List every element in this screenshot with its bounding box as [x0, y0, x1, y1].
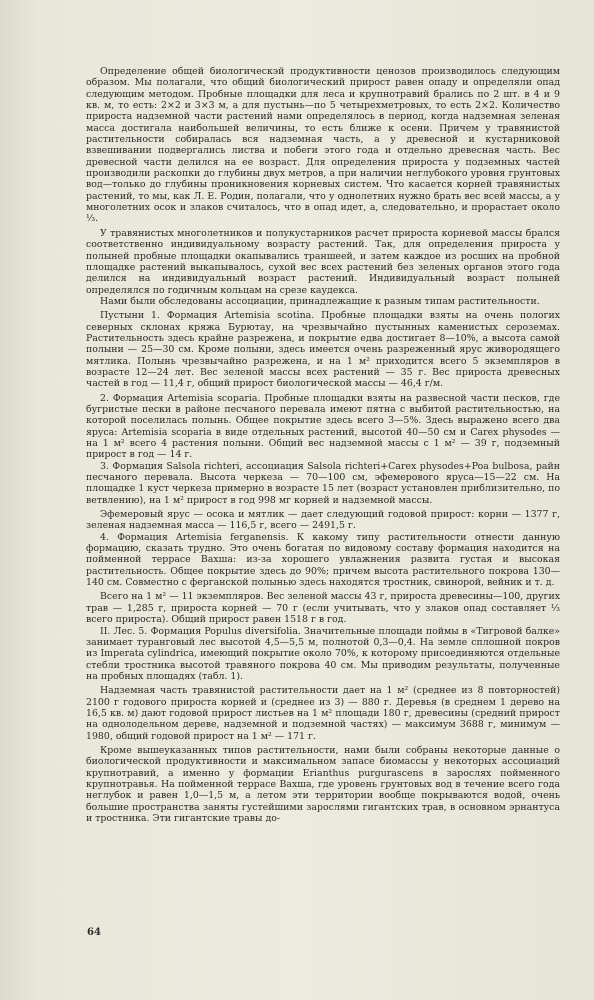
paragraph-methods: Определение общей биологическэй продуктивности ценозов производилось следующим образом. Мы полагали, что общий биологический прирост равен опаду и определяли опад следующим методом. Пробные площадки для леса и крупнотравий брались по 2 шт. в 4 и 9 кв. м, то есть: 2×2 и 3×3 м, а для пустынь—по 5 четырехметровых, то есть 2×2. Количество прироста надземной части растений нами определялось в период, когда надземная зеленая масса достигала наибольшей величины, то есть ближе к осени. Причем у травянистой растительности собиралась вся надземная часть, а у древесной и кустарниковой взвешивании подвергались листва и побеги этого года и отдельно древесная часть. Вес древесной части делился на ее возраст. Для определения прироста у подземных частей производили раскопки до глубины двух метров, а при наличии неглубокого уровня грунтовых вод—только до глубины проникновения корневых систем. Что касается корней травянистых растений, то мы, как Л. Е. Родин, полагали, что у однолетних нужно брать вес всей массы, а у многолетних осок и злаков считалось, что в опад идет, а, следовательно, и прорастает около ⅓.	[86, 66, 560, 225]
paragraph-root-growth: У травянистых многолетников и полукустарников расчет прироста корневой массы брался соответственно индивидуальному возрасту растений. Так, для определения прироста у полыней пробные площадки окапывались траншеей, и затем каждое из росших на пробной площадке растений выкапывалось, сухой вес всех растений без зеленых органов этого года делился на индивидуальный возраст растений. Индивидуальный возраст полыней определялся по годичным кольцам на срезе каудекса.	[86, 227, 560, 296]
paragraph-formation-4-totals: Всего на 1 м² — 11 экземпляров. Вес зеленой массы 43 г, прироста древесины—100, других трав — 1,285 г, прироста корней — 70 г (если учитывать, что у злаков опад составляет ⅓ всего прироста). Общий прирост равен 1518 г в год.	[86, 591, 560, 626]
paragraph-forest-formation-5: II. Лес. 5. Формация Populus diversifolia. Значительные площади поймы в «Тигровой балке» занимает туранговый лес высотой 4,5—5,5 м, полнотой 0,3—0,4. На земле сплошной покров из Imperata cylindrica, имеющий покрытие около 70%, к которому присоединяются отдельные стебли тростника высотой травяного покрова 40 см. Мы приводим результаты, полученные на пробных площадях (табл. 1).	[86, 625, 560, 682]
paragraph-formation-1: Пустыни 1. Формация Artemisia scotina. Пробные площадки взяты на очень пологих северных склонах кряжа Бурютау, на чрезвычайно пустынных каменистых сероземах. Растительность здесь крайне разрежена, и покрытие едва достигает 8—10%, а высота самой полыни — 25—30 см. Кроме полыни, здесь имеется очень разреженный ярус живородящего мятлика. Полынь чрезвычайно разрежена, и на 1 м² приходится всего 5 экземпляров в возрасте 12—24 лет. Вес зеленой массы всех растений — 35 г. Вес прироста древесных частей в год — 11,4 г, общий прирост биологической массы — 46,4 г/м.	[86, 310, 560, 390]
paragraph-tall-grass: Кроме вышеуказанных типов растительности, нами были собраны некоторые данные о биологической продуктивности и максимальном запасе биомассы у некоторых ассоциаций крупнотравий, а именно у формации Erianthus purgurascens в зарослях пойменного крупнотравья. На пойменной террасе Вахша, где уровень грунтовых вод в течение всего года неглубок и равен 1,0—1,5 м, а летом эти территории вообще покрываются водой, очень большие пространства заняты густейшими зарослями гигантских трав, в основном эрнантуса и тростника. Эти гигантские травы до-	[86, 744, 560, 824]
paragraph-formation-3: 3. Формация Salsola richteri, ассоциация Salsola richteri+Carex physodes+Poa bulbosa, райн песчаного перевала. Высота черкеза — 70—100 см, эфемерового яруса—15—22 см. На площадке 1 куст черкеза примерно в возрасте 15 лет (возраст установлен приблизительно, по ветвлению), на 1 м² прирост в год 998 мг корней и надземной массы.	[86, 460, 560, 506]
paragraph-ephemeral-layer: Эфемеровый ярус — осока и мятлик — дает следующий годовой прирост: корни — 1377 г, зеленая надземная масса — 116,5 г, всего — 2491,5 г.	[86, 509, 560, 532]
paragraph-associations-intro: Нами были обследованы ассоциации, принадлежащие к разным типам растительности.	[100, 295, 540, 307]
page-number: 64	[87, 927, 101, 938]
paragraph-formation-2: 2. Формация Artemisia scoparia. Пробные площадки взяты на развесной части песков, где бугристые пески в районе песчаного перевала имеют пятна с выбитой растительностью, на которой поселилась полынь. Общее покрытие здесь всего 3—5%. Здесь выражено всего два яруса: Artemisia scoparia в виде отдельных растений, высотой 40—50 см и Carex physodes — на 1 м² всего 4 растения полыни. Общий вес надземной массы с 1 м² — 39 г, подземный прирост в год — 14 г.	[86, 392, 560, 461]
body-text	[86, 66, 560, 824]
paragraph-formation-4: 4. Формация Artemisia ferganensis. К какому типу растительности отнести данную формацию, сказать трудно. Это очень богатая по видовому составу формация находится на пойменной террасе Вахша: из-за хорошего увлажнения развита густая и высокая растительность. Общее покрытие здесь до 90%; причем высота растительного покрова 130—140 см. Совместно с ферганской полынью здесь находятся тростник, свинорой, вейник и т. д.	[86, 531, 560, 589]
paragraph-forest-growth: Надземная часть травянистой растительности дает на 1 м² (среднее из 8 повторностей) 2100 г годового прироста корней и (среднее из 3) — 880 г. Деревья (в среднем 1 дерево на 16,5 кв. м) дают годовой прирост листьев на 1 м² площади 180 г, древесины (средний прирост на однолодельном дереве, надземной и подземной частях) — максимум 3688 г, минимум — 1980, общий годовой прирост на 1 м² — 171 г.	[86, 685, 560, 742]
